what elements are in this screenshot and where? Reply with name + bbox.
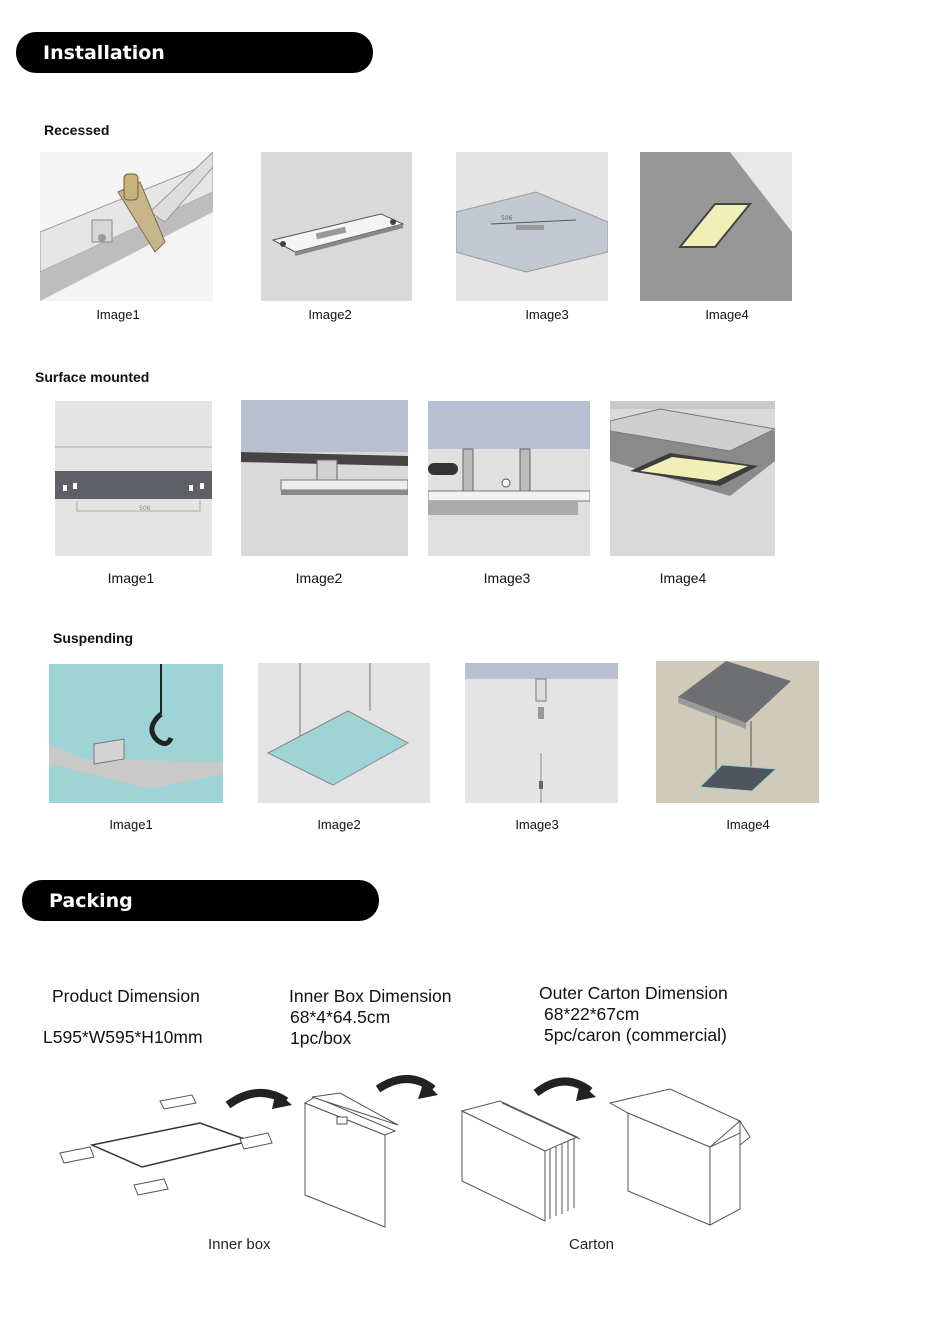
packing-illustration	[50, 1075, 770, 1245]
suspending-caption-2: Image2	[317, 817, 361, 832]
box-stack-drawing	[462, 1101, 580, 1221]
outer-carton-heading: Outer Carton Dimension	[539, 983, 728, 1003]
recessed-caption-4: Image4	[705, 307, 749, 322]
suspending-image-4	[656, 661, 819, 803]
recessed-image-4	[640, 152, 792, 301]
surface-image-1	[55, 401, 212, 556]
suspending-image-2	[258, 663, 430, 803]
surface-image-4	[610, 401, 775, 556]
product-dimension-size: L595*W595*H10mm	[43, 1027, 203, 1047]
suspending-image-3	[465, 663, 618, 803]
product-dimension-heading: Product Dimension	[52, 986, 200, 1006]
carton-label: Carton	[569, 1236, 615, 1253]
installation-title: Installation	[43, 41, 165, 64]
suspending-heading: Suspending	[53, 630, 134, 646]
panel-drawing	[60, 1095, 272, 1195]
surface-caption-1: Image1	[107, 570, 155, 586]
inner-box-heading: Inner Box Dimension	[289, 986, 452, 1006]
recessed-image-1	[40, 152, 213, 301]
surface-image-2	[241, 400, 408, 556]
surface-caption-4: Image4	[659, 570, 707, 586]
recessed-caption-3: Image3	[525, 307, 569, 322]
surface-dimension-mark: 506	[139, 505, 151, 512]
surface-image-3	[428, 401, 590, 556]
packing-title: Packing	[49, 889, 133, 912]
outer-carton-qty: 5pc/caron (commercial)	[544, 1025, 727, 1045]
packing-section-header	[22, 880, 379, 921]
recessed-heading: Recessed	[44, 122, 110, 138]
suspending-caption-4: Image4	[726, 817, 770, 832]
inner-box-qty: 1pc/box	[290, 1028, 352, 1048]
suspending-caption-3: Image3	[515, 817, 559, 832]
surface-caption-2: Image2	[295, 570, 343, 586]
recessed-image-2	[261, 152, 412, 301]
surface-caption-3: Image3	[483, 570, 531, 586]
suspending-image-1	[49, 664, 223, 803]
outer-carton-size: 68*22*67cm	[544, 1004, 640, 1024]
inner-box-drawing	[305, 1093, 398, 1227]
recessed-image-3	[456, 152, 608, 301]
suspending-caption-1: Image1	[109, 817, 153, 832]
recessed-caption-1: Image1	[96, 307, 140, 322]
inner-box-label: Inner box	[208, 1236, 271, 1253]
installation-section-header	[16, 32, 373, 73]
carton-drawing	[610, 1089, 750, 1225]
surface-mounted-heading: Surface mounted	[35, 369, 150, 385]
recessed-caption-2: Image2	[308, 307, 352, 322]
inner-box-size: 68*4*64.5cm	[290, 1007, 391, 1027]
svg-text:506: 506	[501, 215, 513, 222]
